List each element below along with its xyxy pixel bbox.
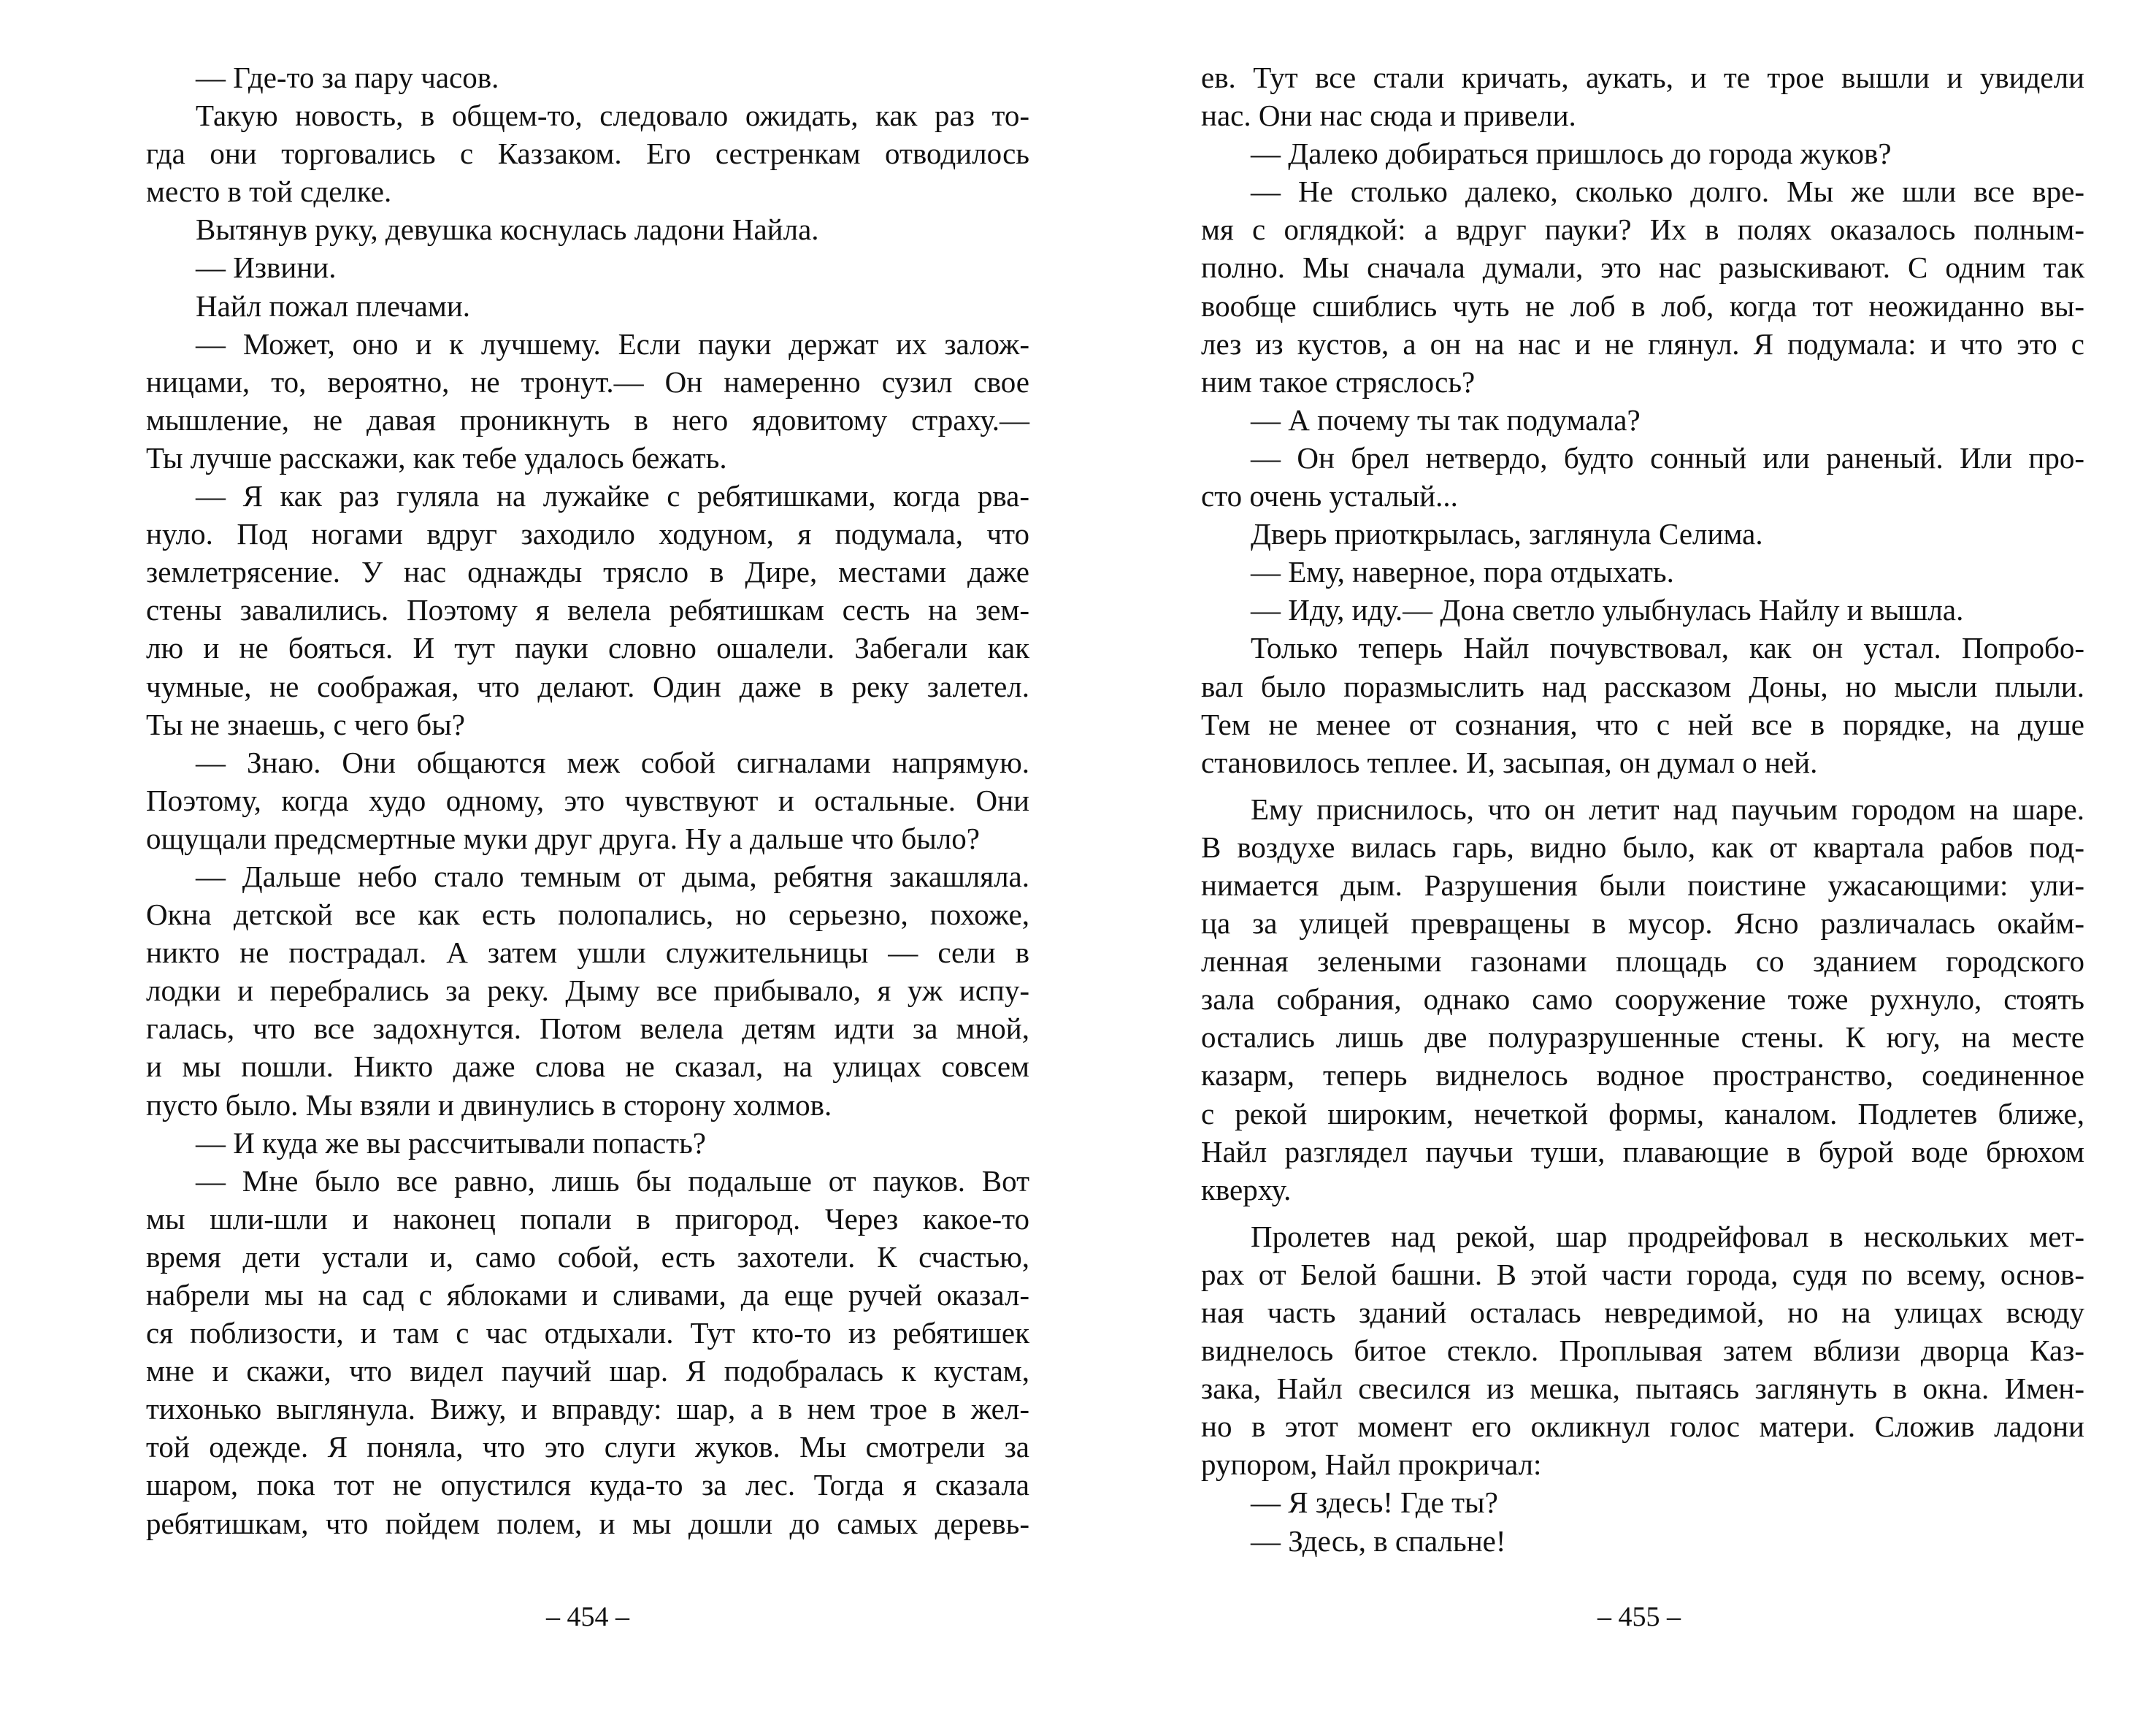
text-line: — Не столько далеко, сколько долго. Мы же шли все вре- <box>1251 175 2084 209</box>
text-line: лодки и перебрались за реку. Дыму все прибывало, я уж испу- <box>146 974 1029 1008</box>
text-line: сто очень усталый... <box>1201 479 1458 513</box>
text-line: лез из кустов, а он на нас и не глянул. Я подумала: и что это с <box>1201 326 2084 361</box>
text-line: Пролетев над рекой, шар продрейфовал в нескольких мет- <box>1251 1219 2084 1253</box>
text-line: но в этот момент его окликнул голос матери. Сложив ладони <box>1201 1410 2084 1444</box>
text-line: землетрясение. У нас однажды трясло в Дире, местами даже <box>146 555 1029 589</box>
text-line: — Здесь, в спальне! <box>1251 1523 1506 1558</box>
text-line: ца за улицей превращены в мусор. Ясно различалась окайм- <box>1201 906 2084 941</box>
text-line: галась, что все задохнутся. Потом велела детям идти за мной, <box>146 1011 1029 1046</box>
text-line: чумные, не соображая, что делают. Один даже в реку залетел. <box>146 669 1029 703</box>
text-line: — Дальше небо стало темным от дыма, ребятня закашляла. <box>196 859 1029 893</box>
text-line: ев. Тут все стали кричать, аукать, и те трое вышли и увидели <box>1201 61 2084 94</box>
text-line: кверху. <box>1201 1172 1292 1206</box>
text-line: Такую новость, в общем-то, следовало ожидать, как раз то- <box>196 99 1029 133</box>
text-line: ная часть зданий осталась невредимой, но на улицах всюду <box>1201 1296 2084 1329</box>
text-line: — Далеко добираться пришлось до города жуков? <box>1251 137 1892 171</box>
text-line: Ты лучше расскажи, как тебе удалось бежать. <box>146 440 727 475</box>
text-line: Вытянув руку, девушка коснулась ладони Найла. <box>196 213 819 247</box>
text-line: Ты не знаешь, с чего бы? <box>146 707 465 741</box>
text-line: мышление, не давая проникнуть в него ядовитому страху.— <box>146 402 1029 437</box>
text-line: с рекой широким, нечеткой формы, каналом. Подлетев ближе, <box>1201 1096 2084 1131</box>
text-line: ницами, то, вероятно, не тронут.— Он намеренно сузил свое <box>146 364 1029 399</box>
text-line: вообще сшиблись чуть не лоб в лоб, когда тот неожиданно вы- <box>1201 288 2084 323</box>
text-line: Дверь приоткрылась, заглянула Селима. <box>1251 517 1763 551</box>
text-line: мы шли-шли и наконец попали в пригород. Через какое-то <box>146 1201 1029 1236</box>
right-page <box>1201 58 2084 1560</box>
text-line: — Мне было все равно, лишь бы подальше от пауков. Вот <box>196 1163 1029 1198</box>
text-line: казарм, теперь виднелось водное пространство, соединенное <box>1201 1058 2084 1093</box>
text-line: зала собрания, однако само сооружение тоже рухнуло, стоять <box>1201 982 2084 1017</box>
text-line: нимается дым. Разрушения были поистине ужасающими: ули- <box>1201 868 2084 902</box>
text-line: Тем не менее от сознания, что с ней все в порядке, на душе <box>1201 707 2084 741</box>
page-number-right: – 455 – <box>1597 1602 1681 1632</box>
text-line: — Я здесь! Где ты? <box>1251 1485 1498 1520</box>
text-line: лю и не бояться. И тут пауки словно ошалели. Забегали как <box>146 631 1029 665</box>
text-line: ощущали предсмертные муки друг друга. Ну а дальше что было? <box>146 821 980 855</box>
text-line: никто не пострадал. А затем ушли служительницы — сели в <box>146 936 1029 970</box>
text-line: нуло. Под ногами вдруг заходило ходуном, я подумала, что <box>146 517 1029 551</box>
text-line: — И куда же вы рассчитывали попасть? <box>196 1125 706 1160</box>
text-line: — Иду, иду.— Дона светло улыбнулась Найлу и вышла. <box>1251 593 1964 627</box>
text-line: — А почему ты так подумала? <box>1251 402 1641 437</box>
text-line: шаром, пока тот не опустился куда-то за лес. Тогда я сказала <box>146 1468 1029 1502</box>
text-line: ним такое стряслось? <box>1201 364 1476 399</box>
text-line: гда они торговались с Каззаком. Его сестренкам отводилось <box>146 137 1029 171</box>
text-line: — Знаю. Они общаются меж собой сигналами напрямую. <box>196 745 1029 779</box>
text-line: мне и скажи, что видел паучий шар. Я подобралась к кустам, <box>146 1354 1029 1388</box>
text-line: остались лишь две полуразрушенные стены. К югу, на месте <box>1201 1020 2084 1055</box>
text-line: — Извини. <box>196 250 337 285</box>
text-line: — Он брел нетвердо, будто сонный или раненый. Или про- <box>1251 440 2084 475</box>
text-line: — Ему, наверное, пора отдыхать. <box>1251 555 1674 589</box>
text-line: и мы пошли. Никто даже слова не сказал, на улицах совсем <box>146 1049 1029 1084</box>
text-line: время дети устали и, само собой, есть захотели. К счастью, <box>146 1239 1029 1274</box>
text-line: Только теперь Найл почувствовал, как он устал. Попробо- <box>1251 631 2084 665</box>
text-line: той одежде. Я поняла, что это слуги жуков. Мы смотрели за <box>146 1430 1029 1464</box>
text-line: тихонько выглянула. Вижу, и вправду: шар, а в нем трое в жел- <box>146 1392 1029 1426</box>
text-line: Окна детской все как есть полопались, но серьезно, похоже, <box>146 898 1029 932</box>
text-line: рах от Белой башни. В этой части города, судя по всему, основ- <box>1201 1257 2084 1291</box>
text-line: Ему приснилось, что он летит над паучьим городом на шаре. <box>1251 792 2084 826</box>
text-line: мя с оглядкой: а вдруг пауки? Их в полях оказалось полным- <box>1201 213 2084 247</box>
text-line: становилось теплее. И, засыпая, он думал о ней. <box>1201 745 1818 779</box>
text-line: стены завалились. Поэтому я велела ребятишкам сесть на зем- <box>146 593 1029 627</box>
text-line: набрели мы на сад с яблоками и сливами, да еще ручей оказал- <box>146 1278 1029 1312</box>
text-line: Найл разглядел паучьи туши, плавающие в бурой воде брюхом <box>1201 1134 2084 1169</box>
text-line: ребятишкам, что пойдем полем, и мы дошли до самых деревь- <box>146 1506 1029 1540</box>
text-line: пусто было. Мы взяли и двинулись в сторону холмов. <box>146 1087 832 1122</box>
text-line: рупором, Найл прокричал: <box>1201 1447 1542 1482</box>
text-line: Поэтому, когда худо одному, это чувствуют и остальные. Они <box>146 783 1029 817</box>
text-line: полно. Мы сначала думали, это нас разыскивают. С одним так <box>1201 250 2084 285</box>
text-line: Найл пожал плечами. <box>196 288 471 323</box>
text-line: вал было поразмыслить над рассказом Доны, но мысли плыли. <box>1201 669 2084 703</box>
text-line: — Может, оно и к лучшему. Если пауки держат их залож- <box>196 326 1029 361</box>
page-number-left: – 454 – <box>546 1602 629 1632</box>
text-line: нас. Они нас сюда и привели. <box>1201 99 1576 133</box>
text-line: В воздухе вилась гарь, видно было, как от квартала рабов под- <box>1201 830 2084 864</box>
text-line: ся поблизости, и там с час отдыхали. Тут кто-то из ребятишек <box>146 1316 1029 1350</box>
text-line: — Где-то за пару часов. <box>196 61 499 94</box>
text-line: зака, Найл свесился из мешка, пытаясь заглянуть в окна. Имен- <box>1201 1372 2084 1406</box>
text-line: место в той сделке. <box>146 175 392 209</box>
text-line: ленная зелеными газонами площадь со зданием городского <box>1201 944 2084 979</box>
text-line: виднелось битое стекло. Проплывая затем вблизи дворца Каз- <box>1201 1334 2084 1368</box>
text-line: — Я как раз гуляла на лужайке с ребятишками, когда рва- <box>196 479 1029 513</box>
left-page <box>146 58 1029 1542</box>
